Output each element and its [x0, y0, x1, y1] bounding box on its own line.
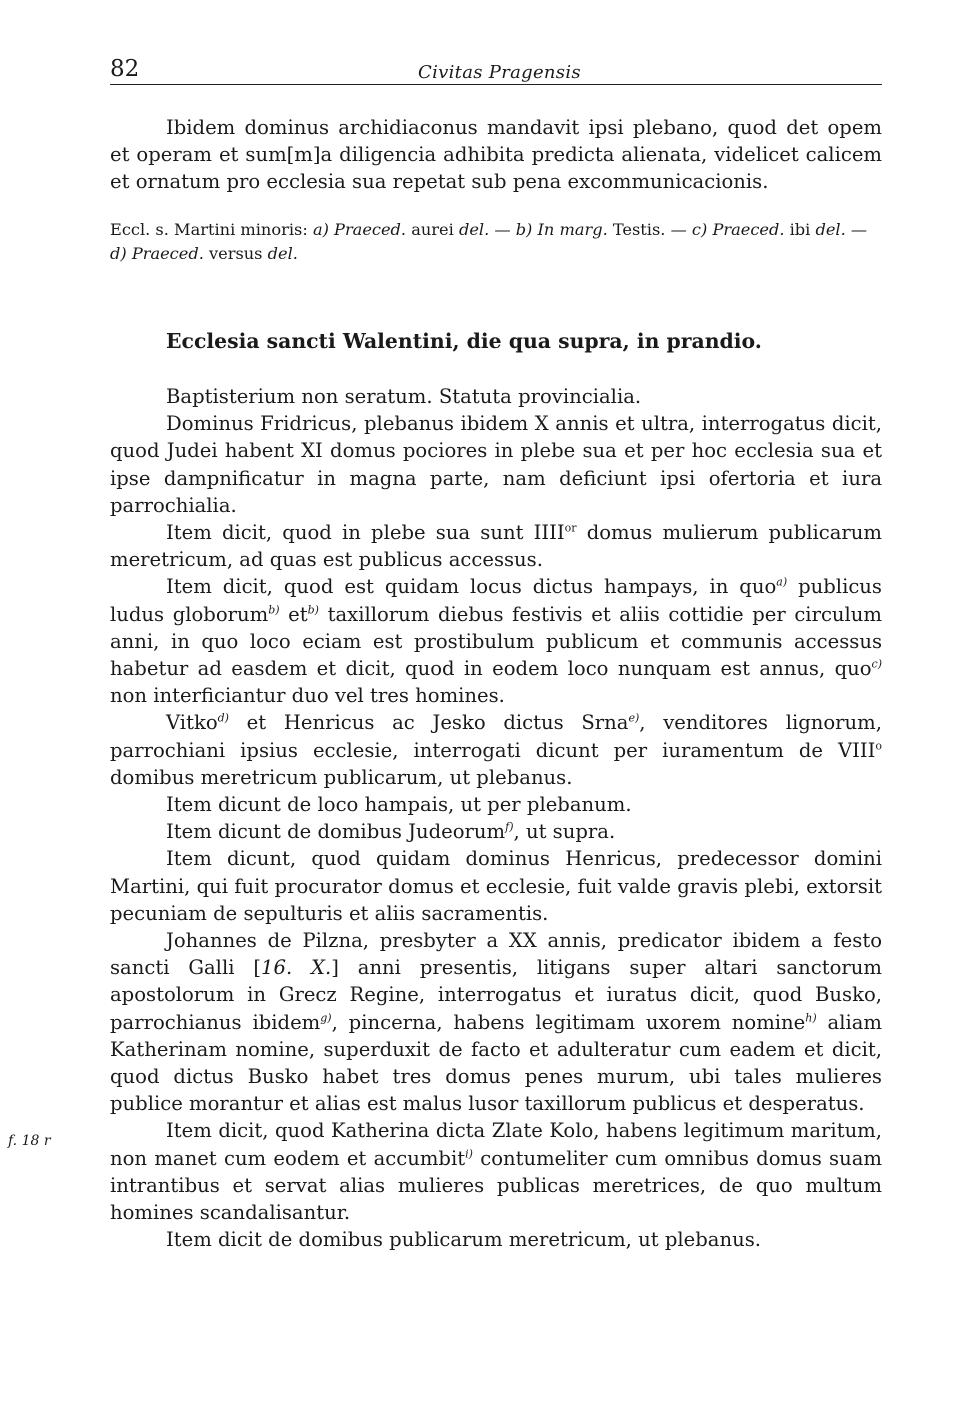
- main-text: [110, 383, 882, 1254]
- footnote-marker: g): [320, 1011, 332, 1025]
- text-span: ] anni presentis, litigans super altari sanctorum apostolorum in Grecz Regine, interrogatus et iuratus dicit, quod Busko, parrochianus ibidem: [110, 956, 882, 1034]
- text-span: et Henricus ac Jesko dictus Srna: [228, 711, 629, 735]
- footnote-marker: a): [776, 575, 788, 589]
- date-insertion: 16. X.: [261, 956, 332, 980]
- text-span: et: [279, 602, 308, 626]
- footnote-marker: c): [871, 657, 882, 671]
- paragraph: [110, 573, 882, 709]
- paragraph: [110, 709, 882, 791]
- text-span: Item dicit, quod Katherina dicta Zlate Kolo, habens legitimum maritum, non manet cum eodem et accumbit: [110, 1119, 882, 1170]
- footnote-a-del: del.: [458, 220, 490, 239]
- paragraph: Item dicunt, quod quidam dominus Henricus, predecessor domini Martini, qui fuit procurator domus et ecclesie, fuit valde gravis plebi, extorsit pecuniam de sepulturis et aliis sacramentis.: [110, 847, 882, 925]
- footnote-b-label: — b) In marg.: [489, 220, 608, 239]
- section-title: Ecclesia sancti Walentini, die qua supra, in prandio.: [166, 329, 762, 353]
- footnote-marker: i): [465, 1147, 473, 1161]
- text-span: publicus ludus globorum: [110, 575, 882, 626]
- footnote-d-del: del.: [267, 244, 298, 263]
- footnote-marker: h): [805, 1011, 817, 1025]
- footnote-marker: b): [307, 603, 319, 617]
- folio-margin-note: f. 18 r: [8, 1133, 51, 1149]
- text-span: domibus meretricum publicarum, ut plebanus.: [110, 765, 573, 789]
- header-rule: [110, 84, 882, 85]
- paragraph: [110, 927, 882, 1117]
- superscript: o: [875, 739, 882, 753]
- running-title: Civitas Pragensis: [418, 62, 581, 83]
- footnote-c-del: del.: [815, 220, 846, 239]
- footnote-d-text: versus: [203, 244, 268, 263]
- paragraph: [110, 519, 882, 573]
- footnote-line: [110, 218, 882, 266]
- footnote-a-label: a) Praeced.: [312, 220, 407, 239]
- text-span: Item dicit, quod in plebe sua sunt IIII: [166, 521, 565, 545]
- footnote-b-text: Testis.: [607, 220, 671, 239]
- footnote-c-label: — c) Praeced.: [670, 220, 785, 239]
- text-span: taxillorum diebus festivis et aliis cottidie per circulum anni, in quo loco eciam est prostibulum publicum et communis accessus habetur ad easdem et dicit, quod in eodem loco nunquam est annus, quo: [110, 602, 882, 681]
- page-number: 82: [110, 56, 140, 82]
- text-span: Vitko: [166, 711, 218, 735]
- footnote-marker: e): [628, 711, 640, 725]
- text-span: domus mulierum publicarum meretricum, ad quas est publicus accessus.: [110, 521, 882, 572]
- paragraph: [110, 1117, 882, 1226]
- text-span: Item dicit, quod est quidam locus dictus hampays, in quo: [166, 575, 777, 599]
- footnote-d-label: — d) Praeced.: [110, 220, 868, 263]
- intro-block: [110, 114, 882, 196]
- footnote-c-text: ibi: [784, 220, 816, 239]
- text-span: , venditores lignorum, parrochiani ipsius ecclesie, interrogati dicunt per iuramentum de VIII: [110, 711, 882, 762]
- paragraph: Dominus Fridricus, plebanus ibidem X annis et ultra, interrogatus dicit, quod Judei habent XI domus pociores in plebe sua et per hoc ecclesia sua et ipse dampnificatur in magna parte, nam deficiunt ipsi ofertoria et iura parrochialia.: [110, 412, 882, 517]
- running-head: [110, 56, 882, 90]
- footnote-a-text: aurei: [406, 220, 459, 239]
- footnote-marker: f): [505, 820, 514, 834]
- text-span: non interficiantur duo vel tres homines.: [110, 684, 505, 708]
- superscript: or: [564, 521, 577, 535]
- text-span: aliam Katherinam nomine, superduxit de facto et adulteratur cum eadem et dicit, quod dictus Busko habet tres domus penes murum, ubi tales mulieres publice morantur et alias est malus lusor taxillorum publicus et desperatus.: [110, 1010, 882, 1116]
- footnotes: [110, 218, 882, 266]
- footnote-marker: d): [217, 711, 229, 725]
- text-span: contumeliter cum omnibus domus suam intrantibus et servat alias mulieres publicas meretrices, de quo multum homines scandalisantur.: [110, 1146, 882, 1225]
- paragraph: Item dicunt de loco hampais, ut per plebanum.: [166, 793, 632, 817]
- paragraph: Item dicit de domibus publicarum meretricum, ut plebanus.: [166, 1228, 761, 1252]
- text-span: Johannes de Pilzna, presbyter a XX annis, predicator ibidem a festo sancti Galli [: [110, 929, 882, 980]
- text-span: , ut supra.: [513, 820, 616, 844]
- text-span: , pincerna, habens legitimam uxorem nomine: [331, 1010, 806, 1034]
- paragraph: [110, 818, 882, 845]
- text-span: Item dicunt de domibus Judeorum: [166, 820, 506, 844]
- footnote-marker: b): [268, 603, 280, 617]
- footnote-prefix: Eccl. s. Martini minoris:: [110, 220, 313, 239]
- paragraph: Baptisterium non seratum. Statuta provincialia.: [166, 385, 642, 408]
- intro-paragraph: Ibidem dominus archidiaconus mandavit ipsi plebano, quod det opem et operam et sum[m]a diligencia adhibita predicta alienata, videlicet calicem et ornatum pro ecclesia sua repetat sub pena excommunicacionis.: [110, 116, 882, 194]
